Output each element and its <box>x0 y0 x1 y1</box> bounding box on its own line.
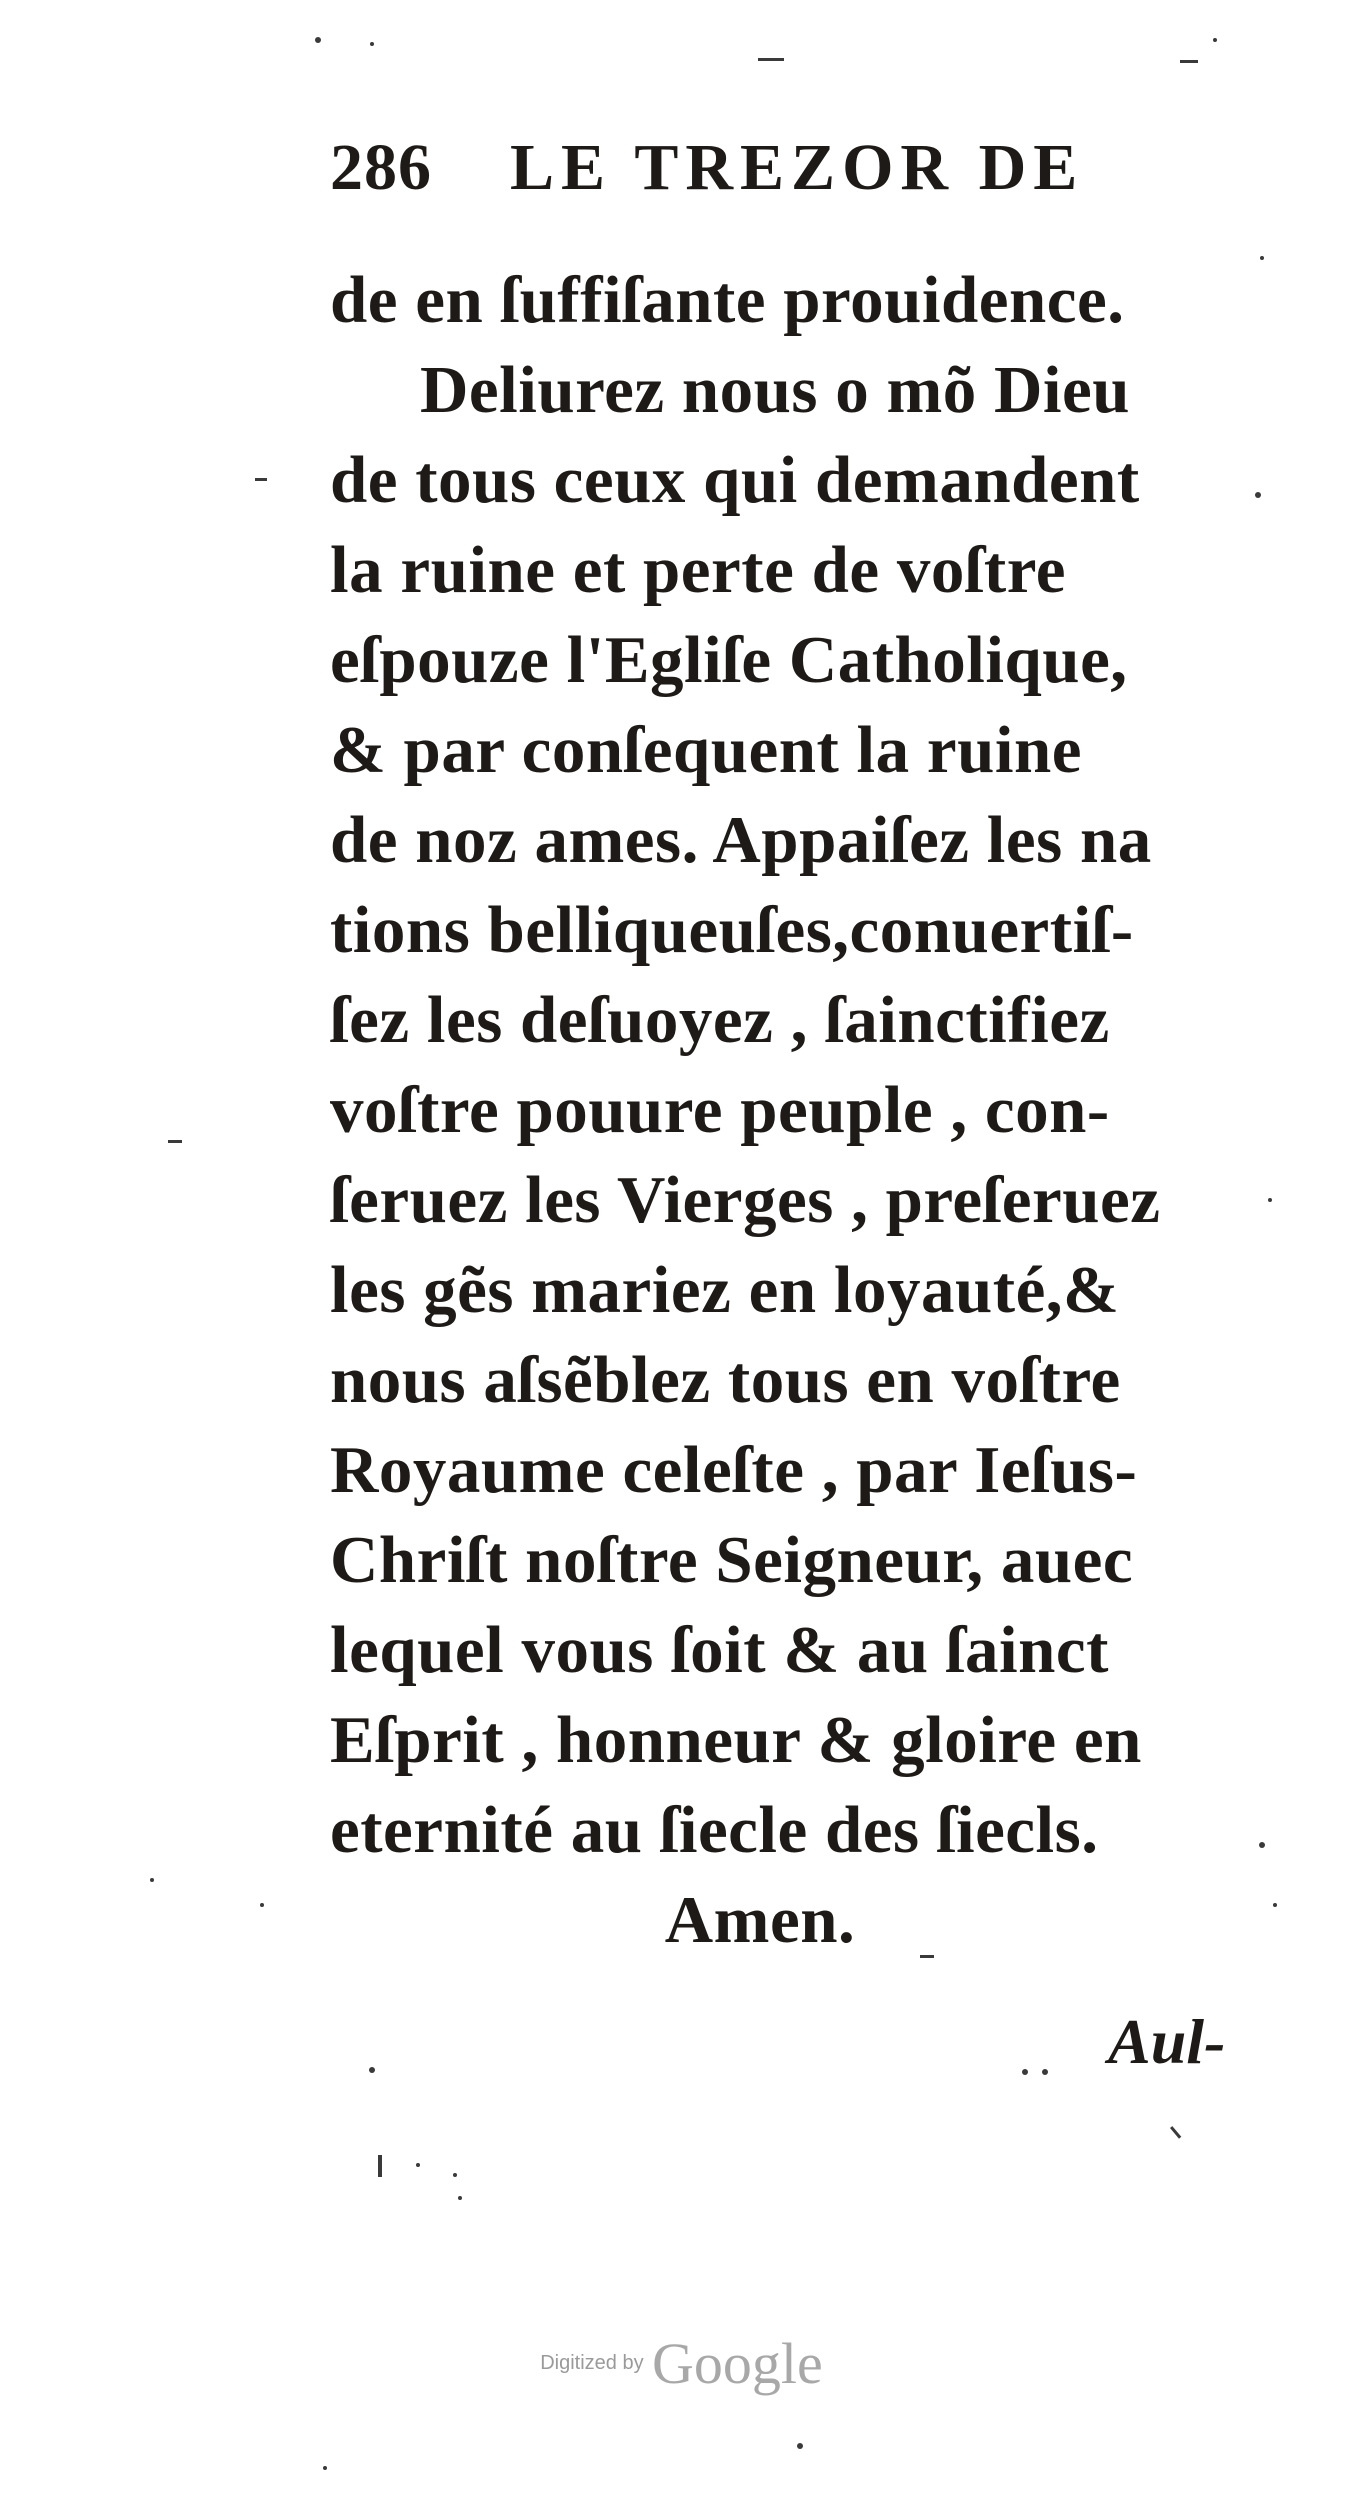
speck <box>1259 1842 1265 1848</box>
digitized-by-label: Digitized by <box>540 2352 644 2374</box>
text-line: ſez les deſuoyez , ſainctifiez <box>330 983 1110 1057</box>
speck <box>758 58 784 61</box>
speck <box>920 1955 934 1958</box>
page-number: 286 <box>330 131 432 204</box>
catchword: Aul- <box>1108 2006 1226 2077</box>
text-line: Eſprit , honneur & gloire en <box>330 1703 1142 1777</box>
text-line: Chriſt noſtre Seigneur, auec <box>330 1523 1134 1597</box>
speck <box>369 2067 375 2073</box>
running-title: LE TREZOR DE <box>510 131 1085 204</box>
text-line: Deliurez nous o mõ Dieu <box>420 353 1131 427</box>
text-line: tions belliqueuſes,conuertiſ- <box>330 893 1134 967</box>
text-line: eſpouze l'Egliſe Catholique, <box>330 623 1128 697</box>
speck <box>453 2173 457 2177</box>
speck <box>1213 38 1217 42</box>
google-wordmark: Google <box>652 2331 823 2396</box>
text-line: la ruine et perte de voſtre <box>330 533 1067 607</box>
speck <box>1180 60 1198 63</box>
speck <box>1255 492 1261 498</box>
speck <box>315 37 321 43</box>
text-line: eternité au ſiecle des ſiecls. <box>330 1793 1099 1867</box>
speck <box>416 2163 420 2167</box>
closing-amen: Amen. <box>664 1883 856 1957</box>
speck <box>1268 1198 1272 1202</box>
text-line: & par conſequent la ruine <box>330 713 1083 787</box>
speck <box>168 1140 182 1143</box>
speck <box>1170 2126 1181 2139</box>
text-line: voſtre pouure peuple , con- <box>330 1073 1110 1147</box>
text-line: de tous ceux qui demandent <box>330 443 1140 517</box>
speck <box>378 2155 382 2177</box>
text-line: nous aſsẽblez tous en voſtre <box>330 1343 1121 1417</box>
speck <box>1022 2069 1028 2075</box>
text-line: lequel vous ſoit & au ſainct <box>330 1613 1109 1687</box>
speck <box>260 1903 264 1907</box>
speck <box>323 2466 327 2470</box>
text-line: de en ſuffiſante prouidence. <box>330 263 1125 337</box>
text-line: de noz ames. Appaiſez les na <box>330 803 1152 877</box>
speck <box>797 2443 803 2449</box>
speck <box>255 478 267 481</box>
speck <box>1260 256 1264 260</box>
text-line: Royaume celeſte , par Ieſus- <box>330 1433 1138 1507</box>
speck <box>1273 1903 1277 1907</box>
text-line: les gẽs mariez en loyauté,& <box>330 1253 1120 1327</box>
speck <box>150 1878 154 1882</box>
speck <box>370 42 374 46</box>
speck <box>458 2196 462 2200</box>
speck <box>1042 2069 1048 2075</box>
text-line: ſeruez les Vierges , preſeruez <box>330 1163 1161 1237</box>
